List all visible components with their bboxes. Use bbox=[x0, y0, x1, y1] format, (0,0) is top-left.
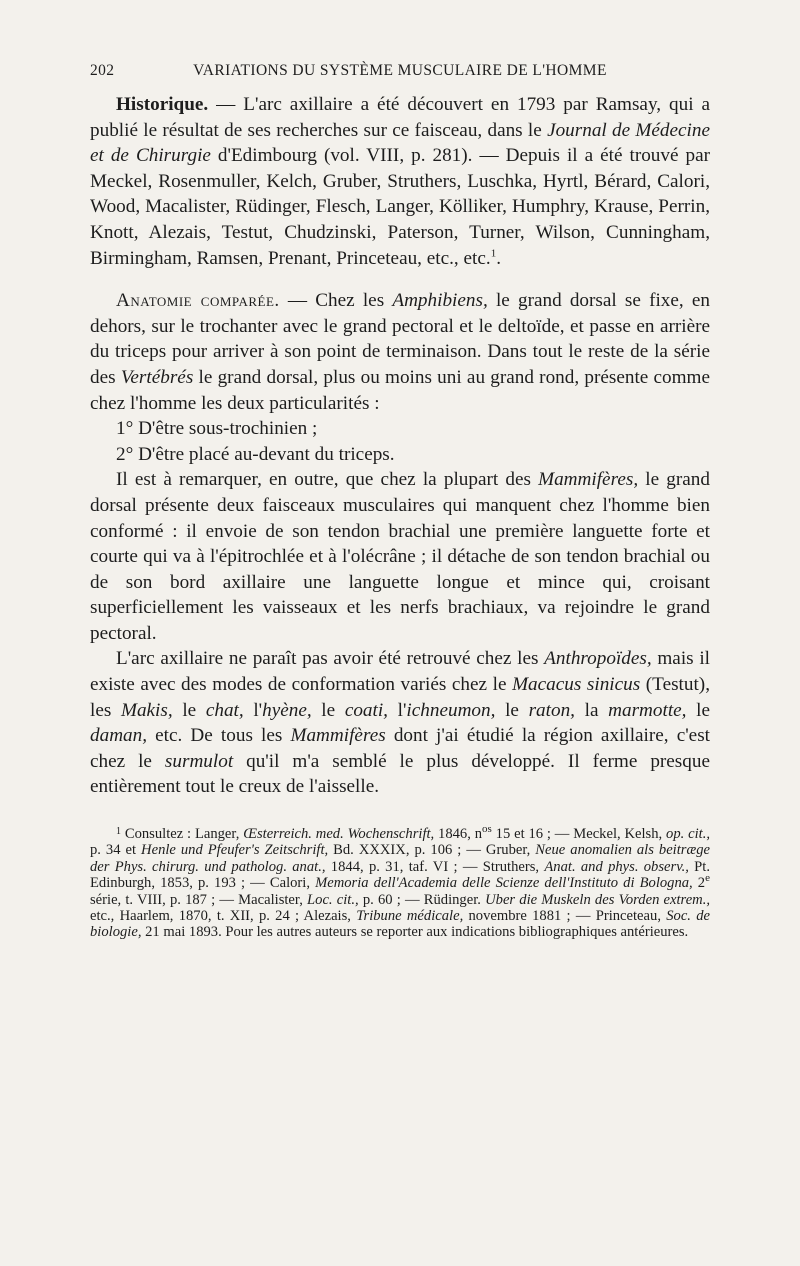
page-body bbox=[90, 92, 710, 941]
page-number: 202 bbox=[90, 62, 115, 79]
running-title: VARIATIONS DU SYSTÈME MUSCULAIRE DE L'HOMME bbox=[193, 62, 607, 79]
footnote-mark: 1 bbox=[116, 826, 121, 838]
list-item-2: 2° D'être placé au-devant du triceps. bbox=[116, 443, 395, 465]
paragraph-arc-axillaire: L'arc axillaire ne paraît pas avoir été retrouvé chez les Anthropoïdes, mais il existe avec des modes de conformation variés chez le Macacus sinicus (Testut), les Makis, le chat, l'hyène, le coati, l'ichneumon, le raton, la marmotte, le daman, etc. De tous les Mammifères dont j'ai étudié la région axillaire, c'est chez le surmulot qu'il m'a semblé le plus développé. Il ferme presque entièrement tout le creux de l'aisselle. bbox=[90, 648, 710, 798]
section-heading-historique: Historique. bbox=[116, 94, 209, 115]
list-item-1: 1° D'être sous-trochinien ; bbox=[116, 418, 318, 440]
paragraph-historique: Historique. — L'arc axillaire a été découvert en 1793 par Ramsay, qui a publié le résultat de ses recherches sur ce faisceau, dans le Journal de Médecine et de Chirurgie d'Edimbourg (vol. VIII, p. 281). — Depuis il a été trouvé par Meckel, Rosenmuller, Kelch, Gruber, Struthers, Luschka, Hyrtl, Bérard, Calori, Wood, Macalister, Rüdinger, Flesch, Langer, Kölliker, Humphry, Krause, Perrin, Knott, Alezais, Testut, Chudzinski, Paterson, Turner, Wilson, Cunningham, Birmingham, Ramsen, Prenant, Princeteau, etc., etc.$^1$. bbox=[90, 94, 710, 269]
journal-title: Journal de Médecine et de Chirurgie bbox=[90, 119, 710, 167]
footnote-reference: 1 bbox=[490, 247, 497, 260]
section-heading-anatomie: Anatomie comparée. bbox=[116, 290, 280, 312]
paragraph-mammiferes: Il est à remarquer, en outre, que chez la plupart des Mammifères, le grand dorsal présente deux faisceaux musculaires qui manquent chez l'homme bien conformé : il envoie de son tendon brachial une première languette forte et courte qui va à l'épitrochlée et à l'olécrâne ; il détache de son tendon brachial ou de son bord axillaire une languette longue et mince qui, croisant superficiellement les vaisseaux et les nerfs brachiaux, va rejoindre le grand pectoral. bbox=[90, 469, 710, 644]
paragraph-anatomie-comparee: Anatomie comparée. — Chez les Amphibiens, le grand dorsal se fixe, en dehors, sur le trochanter avec le grand pectoral et le deltoïde, et passe en arrière du triceps pour arriver à son point de terminaison. Dans tout le reste de la série des Vertébrés le grand dorsal, plus ou moins uni au grand rond, présente comme chez l'homme les deux particularités : bbox=[90, 290, 710, 414]
footnote: $^1$ Consultez : Langer, Œsterreich. med. Wochenschrift, 1846, $n^{os}$ 15 et 16 ; — Meckel, Kelsh, op. cit., p. 34 et Henle und Pfeufer's Zeitschrift, Bd. XXXIX, p. 106 ; — Gruber, Neue anomalien als beitræge der Phys. chirurg. und patholog. anat., 1844, p. 31, taf. VI ; — Struthers, Anat. and phys. observ., Pt. Edinburgh, 1853, p. 193 ; — Calori, Memoria dell'Academia delle Scienze dell'Instituto di Bologna, 2e série, t. VIII, p. 187 ; — Macalister, Loc. cit., p. 60 ; — Rüdinger. Uber die Muskeln des Vorden extrem., etc., Haarlem, 1870, t. XII, p. 24 ; Alezais, Tribune médicale, novembre 1881 ; — Princeteau, Soc. de biologie, 21 mai 1893. Pour les autres auteurs se reporter aux indications bibliographiques antérieures. bbox=[90, 823, 711, 941]
